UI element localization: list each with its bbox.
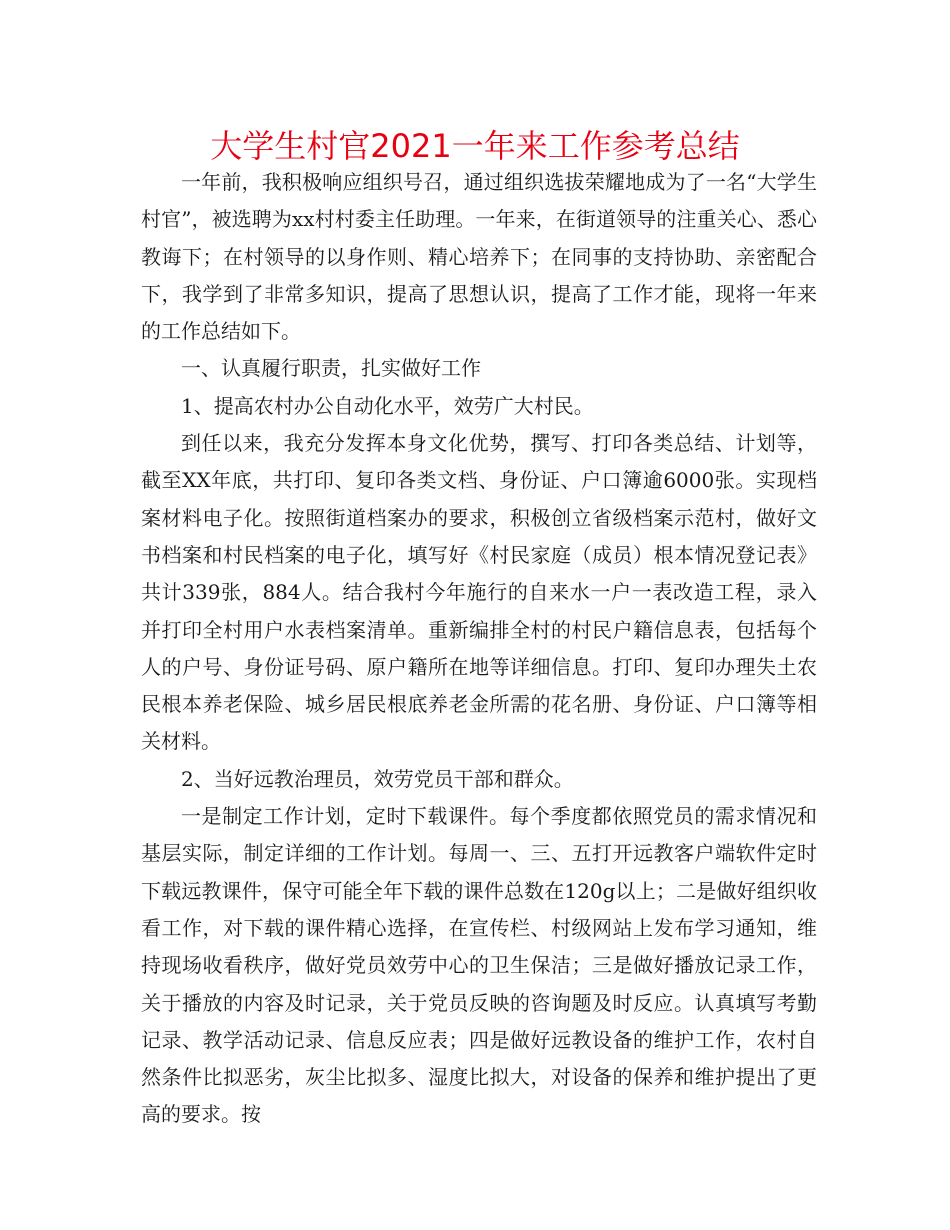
document-body <box>141 164 817 1134</box>
section-heading-1: 一、认真履行职责，扎实做好工作 <box>181 356 481 381</box>
subsection-heading-1: 1、提高农村办公自动化水平，效劳广大村民。 <box>181 393 594 418</box>
paragraph-intro: 一年前，我积极响应组织号召，通过组织选拔荣耀地成为了一名“大学生村官”，被选聘为xx村村委主任助理。一年来，在街道领导的注重关心、悉心教诲下；在村领导的以身作则、精心培养下；在同事的支持协助、亲密配合下，我学到了非常多知识，提高了思想认识，提高了工作才能，现将一年来的工作总结如下。 <box>141 170 817 344</box>
subsection-heading-2: 2、当好远教治理员，效劳党员干部和群众。 <box>181 766 574 791</box>
paragraph-office-automation: 到任以来，我充分发挥本身文化优势，撰写、打印各类总结、计划等，截至XX年底，共打印、复印各类文档、身份证、户口簿逾6000张。实现档案材料电子化。按照街道档案办的要求，积极创立省级档案示范村，做好文书档案和村民档案的电子化，填写好《村民家庭（成员）根本情况登记表》共计339张，884人。结合我村今年施行的自来水一户一表改造工程，录入并打印全村用户水表档案清单。重新编排全村的村民户籍信息表，包括每个人的户号、身份证号码、原户籍所在地等详细信息。打印、复印办理失土农民根本养老保险、城乡居民根底养老金所需的花名册、身份证、户口簿等相关材料。 <box>141 431 817 754</box>
document-title: 大学生村官2021一年来工作参考总结 <box>210 127 740 165</box>
paragraph-remote-education: 一是制定工作计划，定时下载课件。每个季度都依照党员的需求情况和基层实际，制定详细的工作计划。每周一、三、五打开远教客户端软件定时下载远教课件，保守可能全年下载的课件总数在120g以上；二是做好组织收看工作，对下载的课件精心选择，在宣传栏、村级网站上发布学习通知，维持现场收看秩序，做好党员效劳中心的卫生保洁；三是做好播放记录工作，关于播放的内容及时记录，关于党员反映的咨询题及时反应。认真填写考勤记录、教学活动记录、信息反应表；四是做好远教设备的维护工作，农村自然条件比拟恶劣，灰尘比拟多、湿度比拟大，对设备的保养和维护提出了更高的要求。按 <box>141 804 817 1127</box>
